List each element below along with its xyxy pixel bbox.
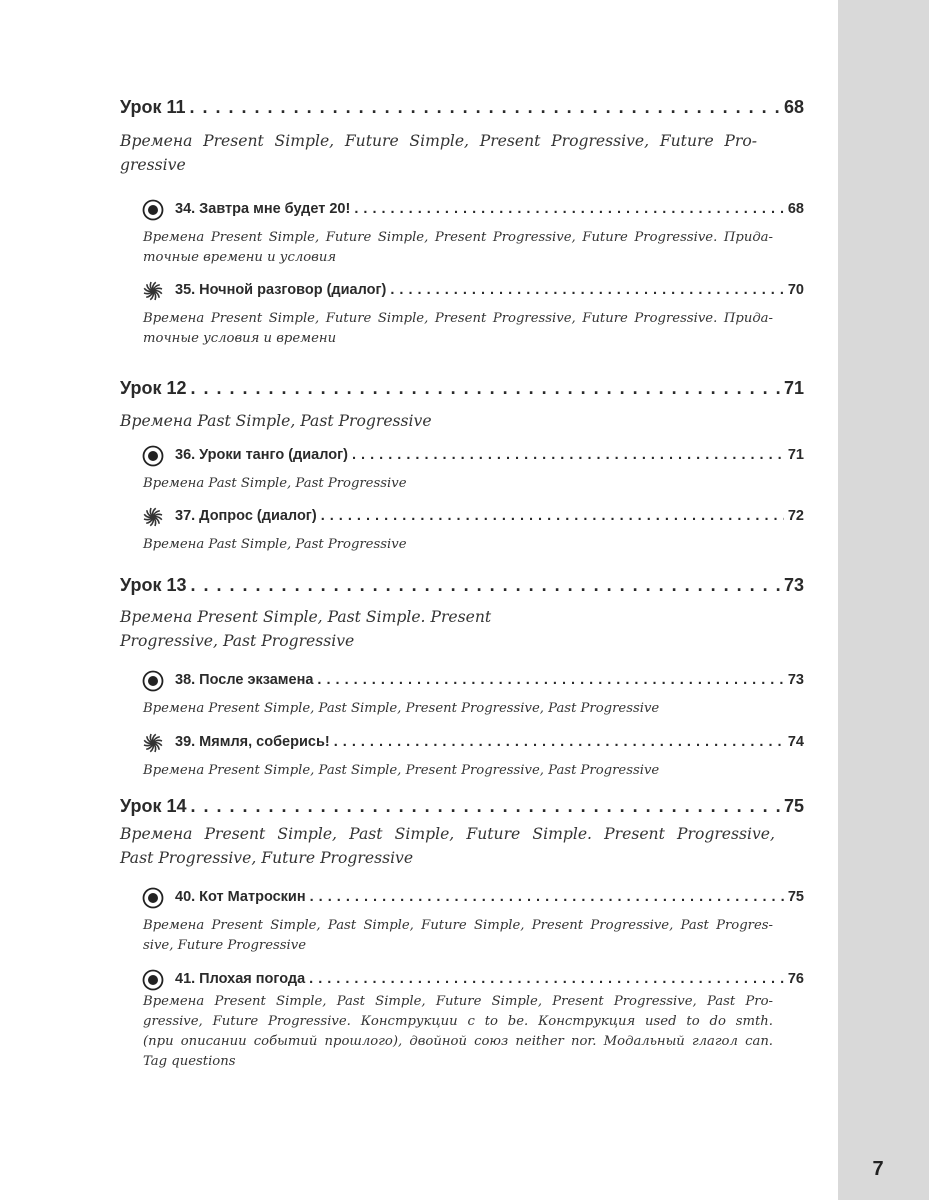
entry-description: gressive, Future Progressive. Конструкции с to be. Конструкция used to do smth. xyxy=(143,1014,773,1030)
toc-entry[interactable] xyxy=(175,447,804,463)
target-icon xyxy=(142,969,164,991)
entry-description: Времена Past Simple, Past Progressive xyxy=(143,537,407,553)
dot-leader xyxy=(321,508,784,524)
spiral-icon xyxy=(142,280,164,302)
target-icon xyxy=(142,199,164,221)
lesson-heading-title: Урок 12 xyxy=(120,377,187,398)
lesson-description: Времена Present Simple, Future Simple, Present Progressive, Future Pro- xyxy=(120,131,757,150)
toc-entry-page: 75 xyxy=(787,889,804,905)
lesson-description: gressive xyxy=(120,155,186,174)
target-icon xyxy=(142,887,164,909)
lesson-heading-title: Урок 11 xyxy=(120,96,186,117)
toc-entry-page: 71 xyxy=(787,447,804,463)
toc-entry-title: 38. После экзамена xyxy=(175,672,314,688)
toc-entry[interactable] xyxy=(175,734,804,750)
toc-entry-title: 39. Мямля, соберись! xyxy=(175,734,330,750)
lesson-heading[interactable] xyxy=(120,575,804,596)
target-icon xyxy=(142,670,164,692)
dot-leader xyxy=(190,97,780,118)
lesson-heading-page: 75 xyxy=(783,795,804,816)
entry-description: Времена Present Simple, Past Simple, Future Simple, Present Progressive, Past Pro- xyxy=(143,994,773,1010)
toc-entry-title: 37. Допрос (диалог) xyxy=(175,508,317,524)
toc-entry[interactable] xyxy=(175,282,804,298)
entry-description: Времена Present Simple, Future Simple, Present Progressive, Future Progressive. Прида- xyxy=(143,230,773,246)
entry-description: точные времени и условия xyxy=(143,250,337,266)
toc-entry-title: 34. Завтра мне будет 20! xyxy=(175,201,351,217)
lesson-heading[interactable] xyxy=(120,796,804,817)
entry-description: Времена Past Simple, Past Progressive xyxy=(143,476,407,492)
lesson-heading-title: Урок 13 xyxy=(120,574,187,595)
toc-entry-page: 72 xyxy=(787,508,804,524)
spiral-icon xyxy=(142,506,164,528)
dot-leader xyxy=(390,282,783,298)
toc-entry-title: 40. Кот Матроскин xyxy=(175,889,306,905)
toc-entry-title: 41. Плохая погода xyxy=(175,971,306,987)
toc-entry[interactable] xyxy=(175,672,804,688)
dot-leader xyxy=(317,672,783,688)
lesson-heading-page: 71 xyxy=(783,377,804,398)
entry-description: Времена Present Simple, Past Simple, Present Progressive, Past Progressive xyxy=(143,763,660,779)
toc-entry-page: 76 xyxy=(787,971,804,987)
toc-entry-page: 73 xyxy=(787,672,804,688)
dot-leader xyxy=(334,734,784,750)
page-number: 7 xyxy=(872,1158,884,1180)
toc-entry[interactable] xyxy=(175,508,804,524)
target-icon xyxy=(142,445,164,467)
dot-leader xyxy=(309,971,784,987)
entry-description: sive, Future Progressive xyxy=(143,938,307,954)
lesson-heading[interactable] xyxy=(120,97,804,118)
toc-entry-page: 68 xyxy=(787,201,804,217)
dot-leader xyxy=(352,447,784,463)
toc-entry-page: 70 xyxy=(787,282,804,298)
lesson-description: Времена Present Simple, Past Simple. Present xyxy=(120,607,492,626)
entry-description: Времена Present Simple, Future Simple, Present Progressive, Future Progressive. Прида- xyxy=(143,311,773,327)
dot-leader xyxy=(354,201,784,217)
dot-leader xyxy=(310,889,784,905)
toc-entry[interactable] xyxy=(175,971,804,987)
toc-entry-title: 35. Ночной разговор (диалог) xyxy=(175,282,387,298)
entry-description: (при описании событий прошлого), двойной союз neither nor. Модальный глагол can. xyxy=(143,1034,773,1050)
toc-entry-page: 74 xyxy=(787,734,804,750)
dot-leader xyxy=(191,796,780,817)
lesson-description: Past Progressive, Future Progressive xyxy=(120,848,414,867)
lesson-description: Времена Past Simple, Past Progressive xyxy=(120,411,432,430)
lesson-heading-page: 73 xyxy=(783,574,804,595)
spiral-icon xyxy=(142,732,164,754)
dot-leader xyxy=(191,575,780,596)
entry-description: точные условия и времени xyxy=(143,331,337,347)
dot-leader xyxy=(191,378,780,399)
lesson-description: Progressive, Past Progressive xyxy=(120,631,355,650)
toc-entry-title: 36. Уроки танго (диалог) xyxy=(175,447,348,463)
page-margin-bar xyxy=(838,0,929,1200)
lesson-heading-page: 68 xyxy=(783,96,804,117)
entry-description: Времена Present Simple, Past Simple, Present Progressive, Past Progressive xyxy=(143,701,660,717)
lesson-heading-title: Урок 14 xyxy=(120,795,187,816)
toc-entry[interactable] xyxy=(175,889,804,905)
lesson-description: Времена Present Simple, Past Simple, Future Simple. Present Progressive, xyxy=(120,824,775,843)
lesson-heading[interactable] xyxy=(120,378,804,399)
entry-description: Времена Present Simple, Past Simple, Future Simple, Present Progressive, Past Progres- xyxy=(143,918,773,934)
toc-entry[interactable] xyxy=(175,201,804,217)
entry-description: Tag questions xyxy=(143,1054,236,1070)
